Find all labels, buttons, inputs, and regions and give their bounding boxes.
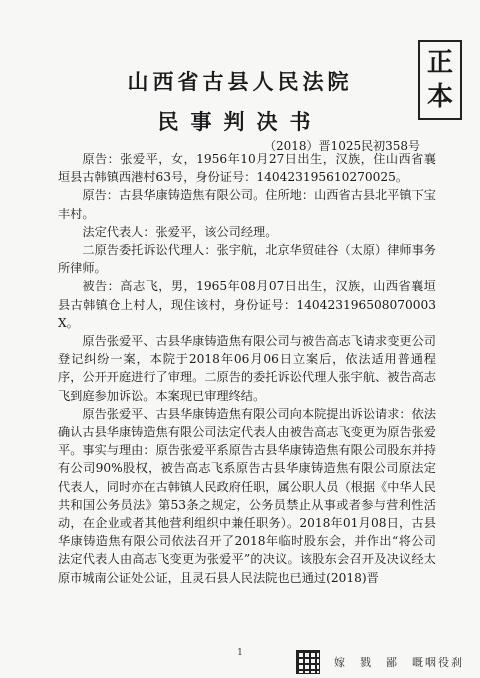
stamp-char-1: 正: [426, 48, 453, 78]
paragraph-case-summary: 原告张爱平、古县华康铸造焦有限公司与被告高志飞请求变更公司登记纠纷一案，本院于2018年06月06日立案后，依法适用普通程序，公开开庭进行了审理。二原告的委托诉讼代理人张宇航、被告高志飞到庭参加诉讼。本案现已审理终结。: [58, 334, 436, 403]
original-copy-stamp: [418, 40, 462, 120]
qr-code-icon: [296, 650, 320, 674]
paragraph-defendant: 被告：高志飞，男，1965年08月07日出生，汉族，山西省襄垣县古韩镇仓上村人，现住该村，身份证号：140423196508070003X。: [58, 279, 436, 330]
paragraph-legal-rep: 法定代表人：张爱平，该公司经理。: [82, 224, 278, 239]
paragraph-plaintiff-1: 原告：张爱平，女，1956年10月27日出生，汉族，住山西省襄垣县古韩镇西港村63号，身份证号：140423195610270025。: [58, 152, 436, 185]
paragraph-attorney: 二原告委托诉讼代理人：张宇航，北京华贸硅谷（太原）律师事务所律师。: [58, 243, 436, 276]
document-title: 民事判决书: [157, 109, 323, 134]
court-name: 山西省古县人民法院: [127, 69, 353, 94]
case-number: （2018）晋1025民初358号: [264, 139, 420, 153]
page-number: 1: [237, 648, 243, 658]
paragraph-plaintiff-2: 原告：古县华康铸造焦有限公司。住所地：山西省古县北平镇下宝丰村。: [58, 188, 436, 221]
paragraph-claims: 原告张爱平、古县华康铸造焦有限公司向本院提出诉讼请求：依法确认古县华康铸造焦有限公司法定代表人由被告高志飞变更为原告张爱平。事实与理由：原告张爱平系原告古县华康铸造焦有限公司股东并持有公司90%股权，被告高志飞系原告古县华康铸造焦有限公司原法定代表人，同时亦在古韩镇人民政府任职，属公职人员（根据《中华人民共和国公务员法》第53条之规定，公务员禁止从事或者参与营利性活动，在企业或者其他营利组织中兼任职务）。2018年01月08日，古县华康铸造焦有限公司依法召开了2018年临时股东会，并作出“将公司法定代表人由高志飞变更为张爱平”的决议。该股东会召开及决议经太原市城南公证处公证，且灵石县人民法院也已通过(2018)晋: [58, 406, 436, 585]
judgment-body: [58, 150, 436, 587]
stamp-char-2: 本: [426, 82, 453, 112]
footer-watermark: 嫁 戮 鄙 嘅咽役刹: [334, 656, 464, 669]
